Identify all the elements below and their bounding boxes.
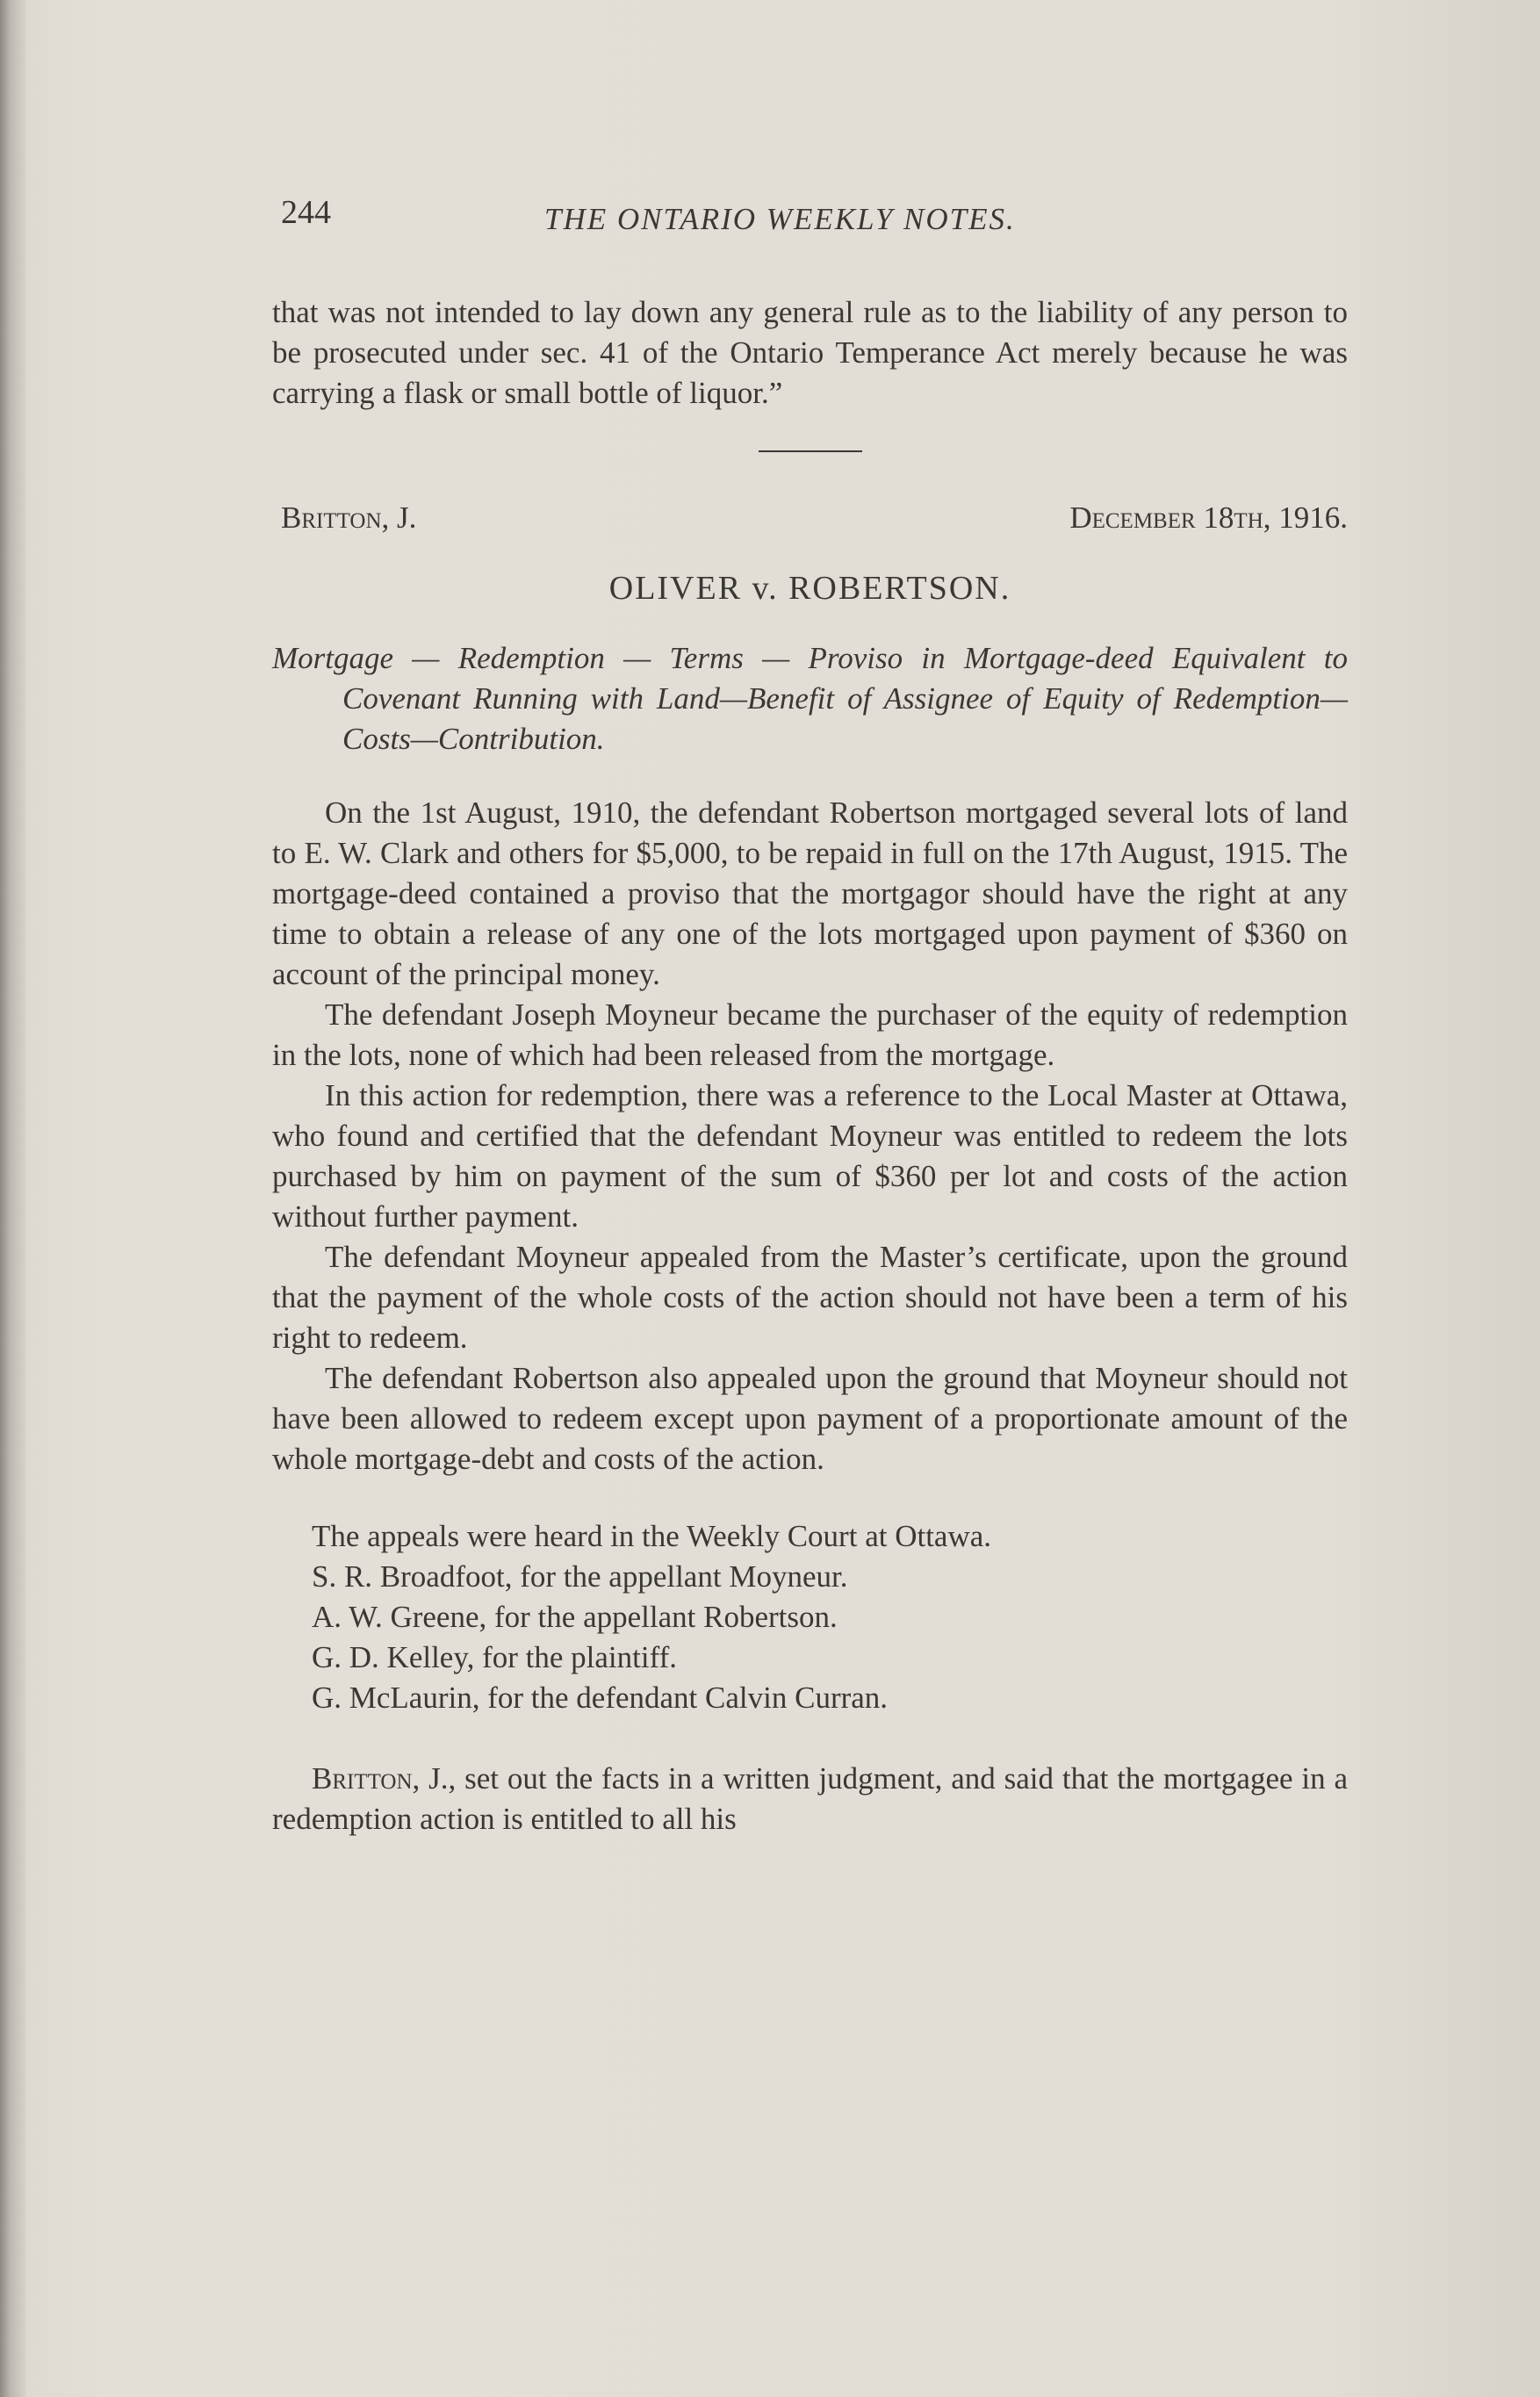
page-number: 244 <box>281 194 331 231</box>
running-header <box>272 189 1348 241</box>
judgment-section <box>272 1759 1348 1839</box>
judgment-judge-name: Britton, J. <box>312 1761 449 1796</box>
running-title: THE ONTARIO WEEKLY NOTES. <box>544 202 1016 236</box>
body-paragraph: The defendant Joseph Moyneur became the purchaser of the equity of redemption in the lots, none of which had been released from the mortgage. <box>272 997 1348 1072</box>
judge-name: Britton, J. <box>281 500 417 535</box>
section-divider <box>759 450 862 452</box>
body-paragraph: In this action for redemption, there was a reference to the Local Master at Ottawa, who found and certified that the defendant Moyneur was entitled to redeem the lots purchased by him on payment of the sum of $360 per lot and costs of the action without further payment. <box>272 1078 1348 1234</box>
body-paragraph: The defendant Robertson also appealed upon the ground that Moyneur should not have been allowed to redeem except upon payment of a proportionate amount of the whole mortgage-debt and costs of the action. <box>272 1361 1348 1476</box>
page-content <box>272 189 1348 1839</box>
counsel-line: A. W. Greene, for the appellant Robertson. <box>312 1600 838 1634</box>
counsel-line: The appeals were heard in the Weekly Court at Ottawa. <box>312 1519 992 1553</box>
decision-date: December 18th, 1916. <box>1069 500 1348 535</box>
counsel-line: G. McLaurin, for the defendant Calvin Curran. <box>312 1681 889 1715</box>
counsel-list <box>272 1516 1348 1718</box>
counsel-line: G. D. Kelley, for the plaintiff. <box>312 1640 678 1674</box>
judgment-paragraph <box>272 1759 1348 1839</box>
case-body <box>272 793 1348 1479</box>
body-paragraph: The defendant Moyneur appealed from the Master’s certificate, upon the ground that the payment of the whole costs of the action should not have been a term of his right to redeem. <box>272 1240 1348 1355</box>
counsel-line: S. R. Broadfoot, for the appellant Moyneur. <box>312 1559 848 1594</box>
continuation-paragraph: that was not intended to lay down any general rule as to the liability of any person to be prosecuted under sec. 41 of the Ontario Temperance Act merely because he was carrying a flask or small bottle of liquor.” <box>272 295 1348 410</box>
catchwords: Mortgage — Redemption — Terms — Proviso in Mortgage-deed Equivalent to Covenant Running with Land—Benefit of Assignee of Equity of Redemption—Costs—Contribution. <box>272 641 1348 756</box>
book-spine <box>0 0 26 2397</box>
case-title: OLIVER v. ROBERTSON. <box>608 570 1011 607</box>
judgment-text: , set out the facts in a written judgment, and said that the mortgagee in a redemption action is entitled to all his <box>272 1761 1348 1836</box>
body-paragraph: On the 1st August, 1910, the defendant Robertson mortgaged several lots of land to E. W. Clark and others for $5,000, to be repaid in full on the 17th August, 1915. The mortgage-deed contained a proviso that the mortgagor should have the right at any time to obtain a release of any one of the lots mortgaged upon payment of $360 on account of the principal money. <box>272 795 1348 991</box>
case-judge-date-line <box>272 500 1348 544</box>
